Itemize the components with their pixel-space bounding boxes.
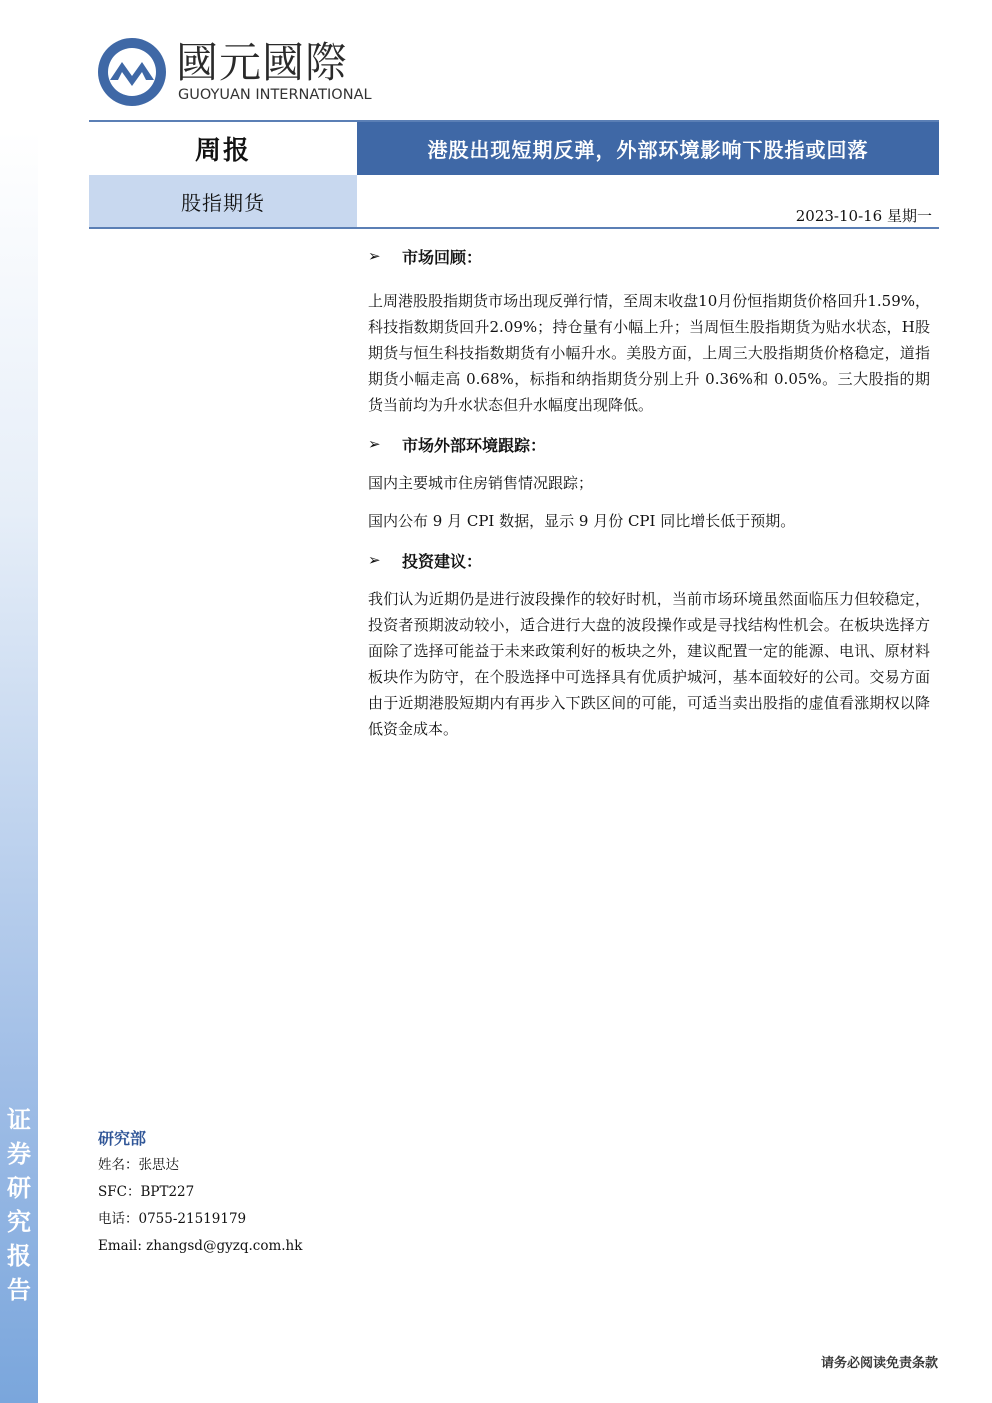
side-label-char: 研 [7, 1174, 31, 1202]
side-label-char: 告 [7, 1276, 31, 1304]
paragraph: 上周港股股指期货市场出现反弹行情，至周末收盘10月份恒指期货价格回升1.59%，科技指数期货回升2.09%；持仓量有小幅上升；当周恒生股指期货为贴水状态，H股期货与恒生科技指数期货有小幅升水。美股方面，上周三大股指期货价格稳定，道指期货小幅走高 0.68%，标指和纳指期货分别上升 0.36%和 0.05%。三大股指的期货当前均为升水状态但升水幅度出现降低。 [368, 292, 930, 414]
logo-name-cn: 國元國際 [176, 38, 349, 87]
guoyuan-logo-icon [96, 36, 168, 108]
section-heading-text: 市场回顾： [402, 247, 483, 267]
section-heading [368, 242, 930, 270]
side-label-char: 券 [7, 1140, 31, 1168]
logo-name-en: GUOYUAN INTERNATIONAL [178, 87, 372, 103]
section-heading-text: 投资建议： [402, 551, 483, 571]
paragraph: 我们认为近期仍是进行波段操作的较好时机，当前市场环境虽然面临压力但较稳定，投资者预期波动较小，适合进行大盘的波段操作或是寻找结构性机会。在板块选择方面除了选择可能益于未来政策利好的板块之外，建议配置一定的能源、电讯、原材料板块作为防守，在个股选择中可选择具有优质护城河，基本面较好的公司。交易方面由于近期港股短期内有再步入下跌区间的可能，可适当卖出股指的虚值看涨期权以降低资金成本。 [368, 590, 930, 738]
author-name: 姓名：张思达 [98, 1157, 179, 1173]
report-title: 港股出现短期反弹，外部环境影响下股指或回落 [357, 122, 939, 175]
section-heading-text: 市场外部环境跟踪： [402, 435, 547, 455]
author-phone: 电话：0755-21519179 [98, 1211, 247, 1227]
author-department: 研究部 [98, 1129, 147, 1148]
side-label-char: 究 [7, 1208, 31, 1236]
section-market-review [368, 242, 930, 418]
arrow-bullet-icon: ➢ [368, 551, 381, 569]
side-label-char: 证 [7, 1106, 31, 1134]
side-label-char: 报 [7, 1242, 31, 1270]
arrow-bullet-icon: ➢ [368, 247, 381, 265]
section-heading [368, 546, 930, 574]
arrow-bullet-icon: ➢ [368, 435, 381, 453]
author-info [98, 1126, 358, 1260]
author-email[interactable]: Email: zhangsd@gyzq.com.hk [98, 1238, 303, 1254]
report-type: 周报 [89, 122, 357, 175]
header-bottom-rule [89, 227, 939, 229]
side-label [0, 1103, 38, 1307]
disclaimer-link[interactable]: 请务必阅读免责条款 [820, 1356, 938, 1371]
report-body [368, 242, 930, 742]
company-logo [96, 36, 372, 108]
report-date: 2023-10-16 星期一 [795, 207, 932, 225]
paragraph: 国内公布 9 月 CPI 数据，显示 9 月份 CPI 同比增长低于预期。 [368, 512, 796, 530]
author-sfc: SFC：BPT227 [98, 1184, 195, 1200]
section-heading [368, 430, 930, 458]
section-investment-advice [368, 546, 930, 742]
paragraph: 国内主要城市住房销售情况跟踪； [368, 474, 594, 492]
report-category: 股指期货 [89, 175, 357, 227]
section-external-environment [368, 430, 930, 534]
